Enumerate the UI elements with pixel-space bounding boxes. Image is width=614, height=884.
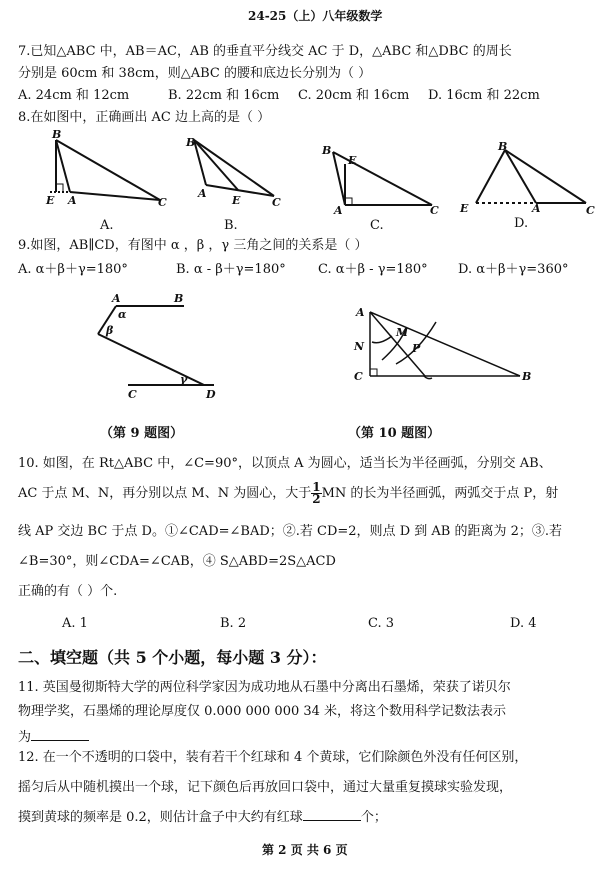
q9-option-d: D. α＋β＋γ=360°: [458, 262, 569, 277]
q9-label-d: D: [206, 388, 216, 401]
q9-option-b: B. α - β＋γ=180°: [176, 262, 286, 277]
q11-line3-text: 为: [18, 730, 32, 745]
q10-figure: [370, 312, 520, 379]
q10-line2: [18, 482, 558, 505]
q7-line2: 分别是 60cm 和 38cm，则△ABC 的腰和底边长分别为（ ）: [18, 66, 372, 81]
q10-line4: ∠B=30°，则∠CDA=∠CAB，④ S△ABD=2S△ACD: [18, 554, 336, 569]
q8c-label-c: C: [430, 204, 439, 217]
q10-line2-a: AC 于点 M、N，再分别以点 M、N 为圆心，大于: [18, 486, 312, 501]
page-footer: 第 2 页 共 6 页: [262, 843, 348, 857]
q7-option-d: D. 16cm 和 22cm: [428, 88, 540, 103]
q8-caption-b: B.: [224, 218, 238, 233]
q8b-label-b: B: [186, 136, 196, 149]
q7-option-b: B. 22cm 和 16cm: [168, 88, 280, 103]
q8-caption-a: A.: [100, 218, 114, 233]
q9-label-a: A: [112, 292, 121, 305]
q11-answer-blank[interactable]: [31, 728, 89, 741]
q9-label-c: C: [128, 388, 137, 401]
q10-option-d: D. 4: [510, 616, 537, 631]
q8a-label-c: C: [158, 196, 167, 209]
q8c-label-b: B: [322, 144, 332, 157]
q9-label-b: B: [174, 292, 184, 305]
q10-option-b: B. 2: [220, 616, 247, 631]
q10-label-p: P: [412, 342, 421, 355]
q12-answer-blank[interactable]: [303, 808, 361, 821]
q12-line3-end: 个；: [360, 810, 387, 825]
q9-option-a: A. α＋β＋γ=180°: [18, 262, 128, 277]
q8c-label-a: A: [334, 204, 343, 217]
q8d-label-c: C: [586, 204, 595, 217]
q9-label-alpha: α: [118, 308, 127, 321]
q8d-label-e: E: [460, 202, 469, 215]
q10-label-a: A: [356, 306, 365, 319]
fraction-numerator: 1: [312, 480, 321, 494]
q8a-label-a: A: [68, 194, 77, 207]
section2-title: 二、填空题（共 5 个小题，每小题 3 分）：: [18, 648, 327, 667]
q8-figure-a: [50, 140, 160, 200]
q10-ask: 正确的有（ ）个.: [18, 584, 118, 599]
q10-line3: 线 AP 交边 BC 于点 D。①∠CAD=∠BAD；②.若 CD=2，则点 D 到 AB 的距离为 2；③.若: [18, 524, 562, 539]
q9-label-gamma: γ: [180, 373, 188, 386]
q12-line1: 12. 在一个不透明的口袋中，装有若干个红球和 4 个黄球，它们除颜色外没有任何区别，: [18, 750, 528, 765]
q11-line3: [18, 728, 89, 746]
q7-option-c: C. 20cm 和 16cm: [298, 88, 410, 103]
q8c-label-e: E: [348, 154, 357, 167]
q12-line2: 摇匀后从中随机摸出一个球，记下颜色后再放回口袋中，通过大量重复摸球实验发现，: [18, 780, 513, 795]
q10-option-c: C. 3: [368, 616, 395, 631]
q10-label-n: N: [354, 340, 365, 353]
q8-caption-c: C.: [370, 218, 384, 233]
q7-line1: 7.已知△ABC 中，AB＝AC，AB 的垂直平分线交 AC 于 D，△ABC 和△DBC 的周长: [18, 44, 512, 59]
q10-label-m: M: [396, 326, 409, 339]
q9-caption: （第 9 题图）: [100, 426, 184, 441]
q12-line3: [18, 808, 387, 826]
page-header: 24-25（上）八年级数学: [248, 9, 383, 23]
q9-stem: 9.如图，AB∥CD，有图中 α ，β ，γ 三角之间的关系是（ ）: [18, 238, 368, 253]
q8-stem: 8.在如图中，正确画出 AC 边上高的是（ ）: [18, 110, 271, 125]
q8d-label-b: B: [498, 140, 508, 153]
q8d-label-a: A: [532, 202, 541, 215]
q10-label-b: B: [522, 370, 532, 383]
q8-caption-d: D.: [514, 216, 529, 231]
q12-line3-text: 摸到黄球的频率是 0.2，则估计盒子中大约有红球: [18, 810, 303, 825]
q11-line1: 11. 英国曼彻斯特大学的两位科学家因为成功地从石墨中分离出石墨烯，荣获了诺贝尔: [18, 680, 511, 695]
fraction-denominator: 2: [312, 492, 321, 506]
q9-option-c: C. α＋β - γ=180°: [318, 262, 428, 277]
q10-line1: 10. 如图，在 Rt△ABC 中，∠C=90°，以顶点 A 为圆心，适当长为半径画弧，分别交 AB、: [18, 456, 552, 471]
q11-line2: 物理学奖，石墨烯的理论厚度仅 0.000 000 000 34 米，将这个数用科学记数法表示: [18, 704, 507, 719]
q10-line2-b: MN 的长为半径画弧，两弧交于点 P，射: [321, 486, 559, 501]
q10-label-c: C: [354, 370, 363, 383]
q8-figure-d: [476, 150, 586, 203]
q8a-label-e: E: [46, 194, 55, 207]
q9-figure: [98, 306, 214, 385]
q8b-label-e: E: [232, 194, 241, 207]
fraction-half: [311, 482, 321, 505]
q8b-label-c: C: [272, 196, 281, 209]
q9-label-beta: β: [106, 324, 114, 337]
q10-option-a: A. 1: [62, 616, 88, 631]
q10-caption: （第 10 题图）: [348, 426, 441, 441]
q8a-label-b: B: [52, 128, 62, 141]
q8b-label-a: A: [198, 187, 207, 200]
q7-option-a: A. 24cm 和 12cm: [18, 88, 130, 103]
